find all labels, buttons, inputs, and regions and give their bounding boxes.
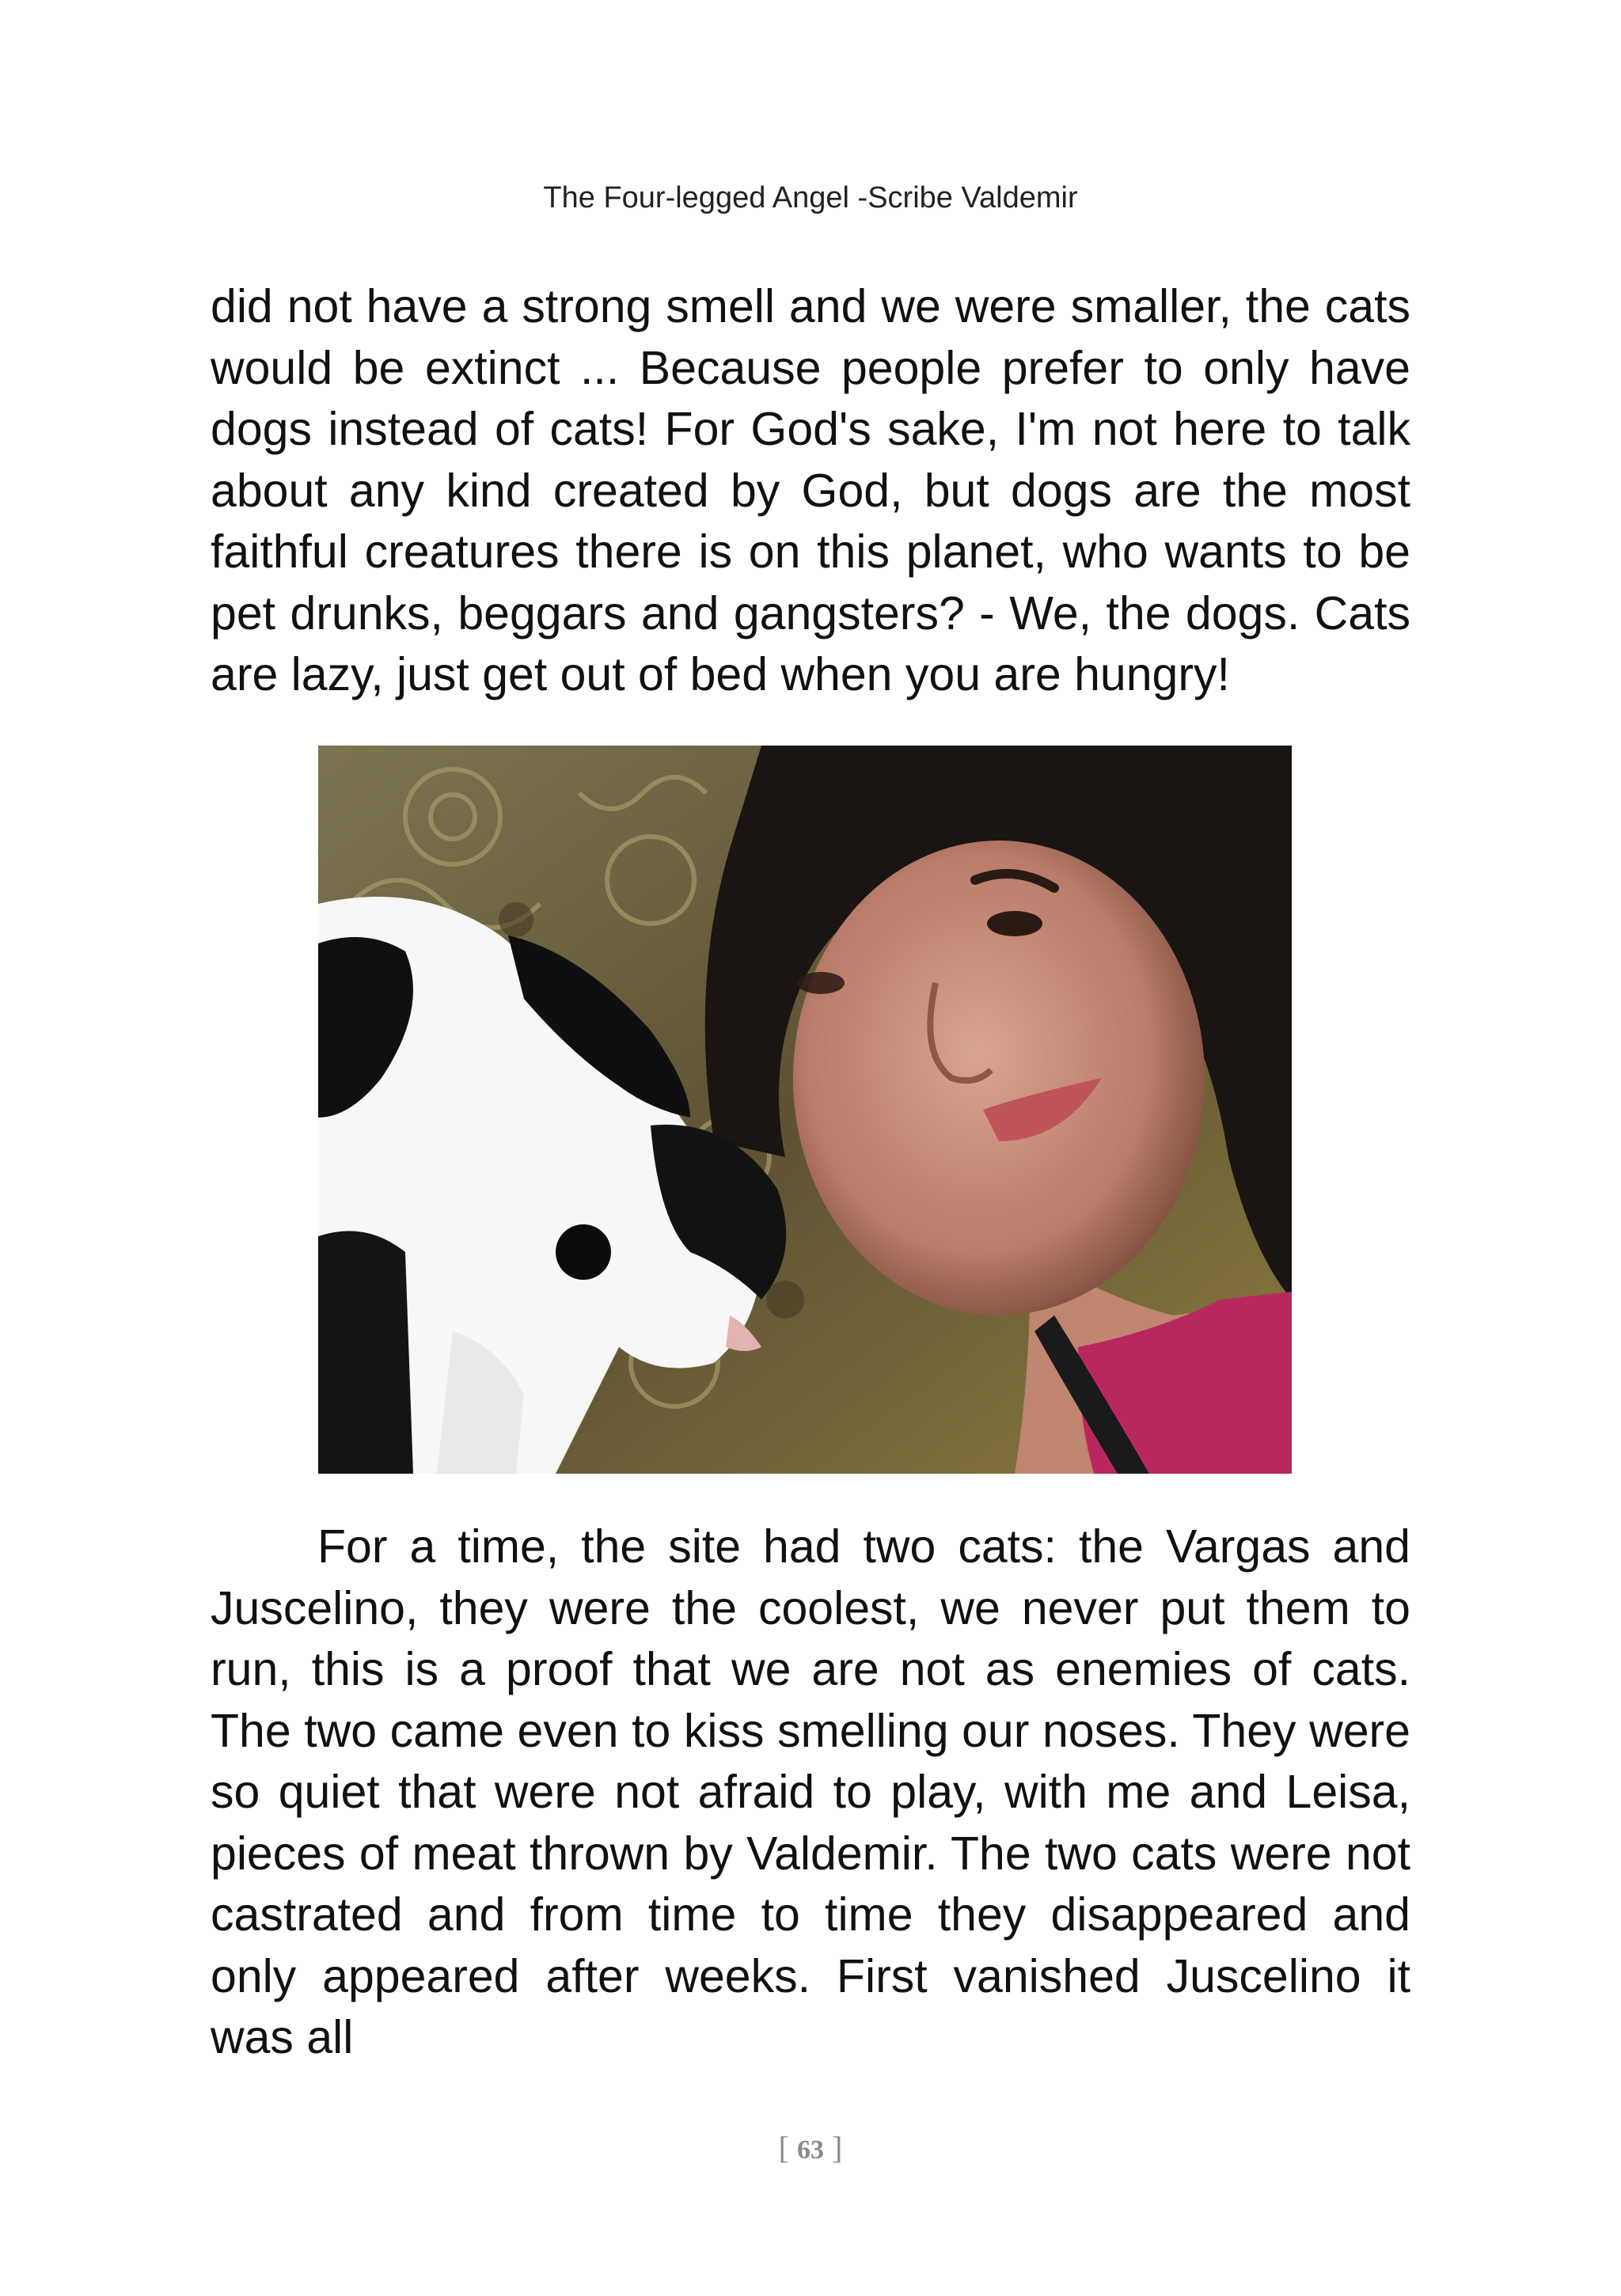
body-paragraph: did not have a strong smell and we were smaller, the cats would be extinct ... Because people prefer to only have dogs instead of cats! For God's sake, I'm not here to talk about any kind created by God, but dogs are the most faithful creatures there is on this planet, who wants to be pet drunks, beggars and gangsters? - We, the dogs. Cats are lazy, just get out of bed when you are hungry! [211,280,1410,700]
page-number-footer [0,2129,1621,2166]
body-paragraph: For a time, the site had two cats: the Vargas and Juscelino, they were the coolest, we never put them to run, this is a proof that we are not as enemies of cats. The two came even to kiss smelling our noses. They were so quiet that were not afraid to play, with me and Leisa, pieces of meat thrown by Valdemir. The two cats were not castrated and from time to time they disappeared and only appeared after weeks. First vanished Juscelino it was all [211,1520,1410,2063]
bracket-open: [ [778,2130,789,2165]
bracket-close: ] [832,2130,843,2165]
running-header: The Four-legged Angel -Scribe Valdemir [543,181,1078,214]
page-number: 63 [797,2135,824,2165]
photo-girl-with-cat [318,746,1292,1474]
